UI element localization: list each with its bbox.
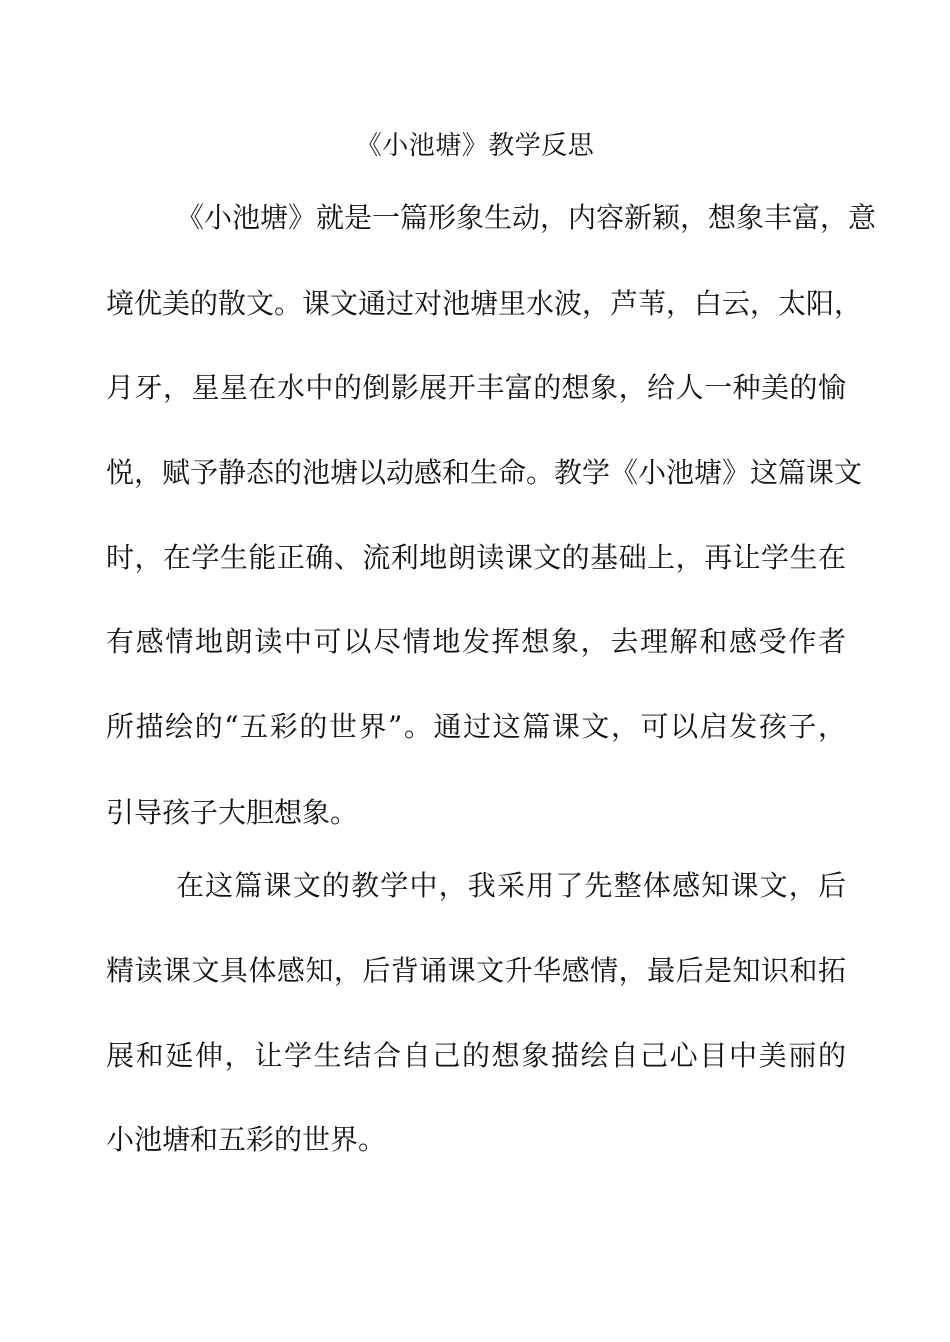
paragraph-2-line-4: 小池塘和五彩的世界。 xyxy=(106,1123,387,1156)
paragraph-2-line-1: 在这篇课文的教学中，我采用了先整体感知课文，后 xyxy=(176,869,846,902)
paragraph-1-line-4: 悦，赋予静态的池塘以动感和生命。教学《小池塘》这篇课文 xyxy=(106,456,863,489)
paragraph-1-line-8: 引导孩子大胆想象。 xyxy=(106,796,359,829)
paragraph-1-line-5: 时，在学生能正确、流利地朗读课文的基础上，再让学生在 xyxy=(106,541,846,574)
document-title: 《小池塘》教学反思 xyxy=(355,131,595,161)
paragraph-2-line-2: 精读课文具体感知，后背诵课文升华感情，最后是知识和拓 xyxy=(106,954,846,987)
paragraph-1-line-3: 月牙，星星在水中的倒影展开丰富的想象，给人一种美的愉 xyxy=(106,371,846,404)
paragraph-2-line-3: 展和延伸，让学生结合自己的想象描绘自己心目中美丽的 xyxy=(106,1039,846,1072)
paragraph-1-line-1: 《小池塘》就是一篇形象生动，内容新颖，想象丰富，意 xyxy=(176,201,877,234)
paragraph-1-line-7: 所描绘的“五彩的世界”。通过这篇课文，可以启发孩子， xyxy=(106,710,846,743)
paragraph-1-line-6: 有感情地朗读中可以尽情地发挥想象，去理解和感受作者 xyxy=(106,625,846,658)
paragraph-1-line-2: 境优美的散文。课文通过对池塘里水波，芦苇，白云，太阳， xyxy=(106,287,863,320)
